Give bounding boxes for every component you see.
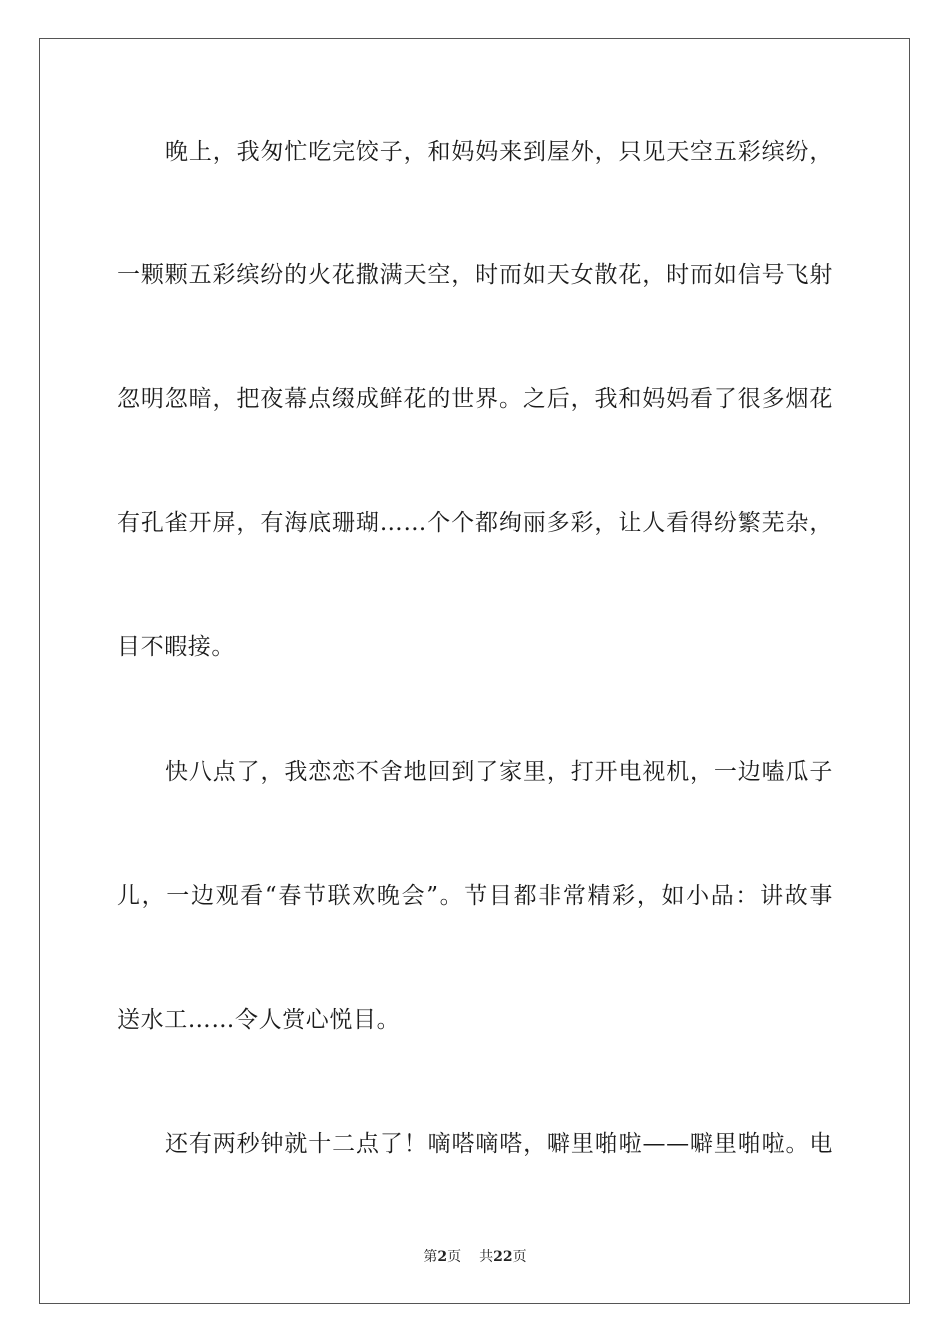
paragraph-2-line-2: 儿，一边观看“春节联欢晚会”。节目都非常精彩，如小品：讲故事	[117, 883, 833, 909]
paragraph-3-line-1: 还有两秒钟就十二点了！嘀嗒嘀嗒，噼里啪啦——噼里啪啦。电	[165, 1131, 833, 1157]
paragraph-1-line-5: 目不暇接。	[117, 634, 235, 660]
paragraph-2-line-1: 快八点了，我恋恋不舍地回到了家里，打开电视机，一边嗑瓜子	[165, 759, 833, 785]
paragraph-1-line-1: 晚上，我匆忙吃完饺子，和妈妈来到屋外，只见天空五彩缤纷，	[165, 139, 833, 165]
page-border	[39, 38, 910, 1304]
total-suffix: 页	[512, 1249, 527, 1265]
total-prefix: 共	[479, 1249, 494, 1265]
paragraph-1-line-3: 忽明忽暗，把夜幕点缀成鲜花的世界。之后，我和妈妈看了很多烟花	[117, 386, 833, 412]
page-total: 22	[493, 1249, 513, 1265]
page-footer	[0, 1248, 950, 1266]
page-prefix: 第	[423, 1249, 438, 1265]
paragraph-1-line-2: 一颗颗五彩缤纷的火花撒满天空，时而如天女散花，时而如信号飞射	[117, 262, 833, 288]
page-suffix: 页	[447, 1249, 462, 1265]
page-current: 2	[437, 1249, 448, 1265]
paragraph-2-line-3: 送水工……令人赏心悦目。	[117, 1007, 401, 1033]
paragraph-1-line-4: 有孔雀开屏，有海底珊瑚……个个都绚丽多彩，让人看得纷繁芜杂，	[117, 510, 833, 536]
